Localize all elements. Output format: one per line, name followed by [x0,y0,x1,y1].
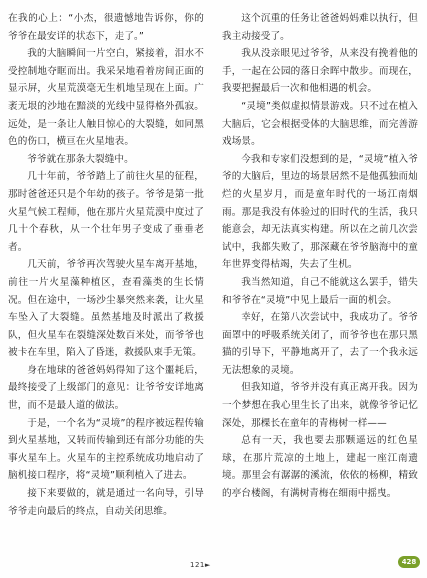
body-paragraph: 爷爷就在那条大裂缝中。 [27,153,134,165]
body-paragraph: 但我知道，爷爷并没有真正离开我。因为一个梦想在我心里生长了出来，就像爷爷记忆深处，那棵长在童年的青梅树一样—— [222,382,418,429]
body-paragraph: 我的大脑瞬间一片空白，紧接着，泪水不受控制地夺眶而出。我采呆地看着房间正面的显示屏，火星荒漠毫无生机地呈现在上面。广袤无垠的沙地在黯淡的光线中显得格外孤寂。远处，是一条让人触目惊心的大裂缝，如同黑色的伤口，横亘在火星地表。 [8,48,204,148]
body-paragraph: 于是，一个名为“灵境”的程序被远程传输到火星基地，又转而传输到还有部分功能的失事火星车上。火星车的主控系统成功地启动了脑机接口程序，将“灵境”顺利植入了进去。 [8,417,204,482]
body-paragraph: 幸好，在第八次尝试中，我成功了。爷爷面罩中的呼吸系统关闭了，而爷爷也在那只黑猫的引导下，平静地离开了，去了一个我永远无法想象的灵境。 [222,312,418,376]
body-paragraph: 几天前，爷爷再次驾驶火星车离开基地，前往一片火星藻种植区，查看藻类的生长情况。但在途中，一场沙尘暴突然来袭，让火星车坠入了大裂缝。虽然基地及时派出了救援队，但火星车在裂缝深处数百米处，而爷爷也被卡在车里，陷入了昏迷，救援队束手无策。 [8,259,204,359]
page-badge: 428 [398,556,420,568]
body-paragraph: 在我的心上：“小杰，很遗憾地告诉你，你的爷爷在最安详的状态下，走了。” [8,13,204,42]
body-paragraph: 身在地球的爸爸妈妈得知了这个噩耗后，最终接受了上级部门的意见：让爷爷安详地离世，而不是最人道的做法。 [8,364,204,412]
body-paragraph: 这个沉重的任务让爸爸妈妈难以执行，但我主动接受了。 [222,13,418,42]
left-text-column [8,10,204,520]
page-number: 121► [190,561,211,569]
body-paragraph: 接下来要做的，就是通过一名向导，引导爷爷走向最后的终点，自动关闭思维。 [8,488,204,517]
body-paragraph: 我从没亲眼见过爷爷，从来没有挽着他的手，一起在公园的落日余晖中散步。而现在，我要把握最后一次和他相遇的机会。 [222,48,418,95]
body-paragraph: 我当然知道，自己不能就这么罢手，错失和爷爷在“灵境”中见上最后一面的机会。 [222,276,418,306]
body-paragraph: 几十年前，爷爷踏上了前往火星的征程，那时爸爸还只是个年幼的孩子。爷爷是第一批火星气候工程师，他在那片火星荒漠中度过了几十个春秋，从一个壮年男子变成了垂垂老者。 [8,171,204,253]
body-paragraph: 今我和专家们没想到的是，“灵境”植入爷爷的大脑后，里边的场景居然不是他孤独而灿烂的火星岁月，而是童年时代的一场江南烟雨。那是我没有体验过的旧时代的生活，我只能意会，却无法真实构建。所以在之前几次尝试中，我都失败了，那深藏在爷爷脑海中的童年世界变得枯竭，失去了生机。 [222,153,418,271]
body-paragraph: 总有一天，我也要去那颗遥远的红色星球，在那片荒凉的土地上，建起一座江南遗境。那里会有潺潺的溪流，依依的杨柳，精致的亭台楼阁，有满树青梅在细雨中摇曳。 [222,435,418,500]
body-paragraph: “灵境”类似虚拟情景游戏。只不过在植入大脑后，它会根据受体的大脑思维，而完善游戏场景。 [222,100,418,148]
right-text-column [222,10,418,503]
